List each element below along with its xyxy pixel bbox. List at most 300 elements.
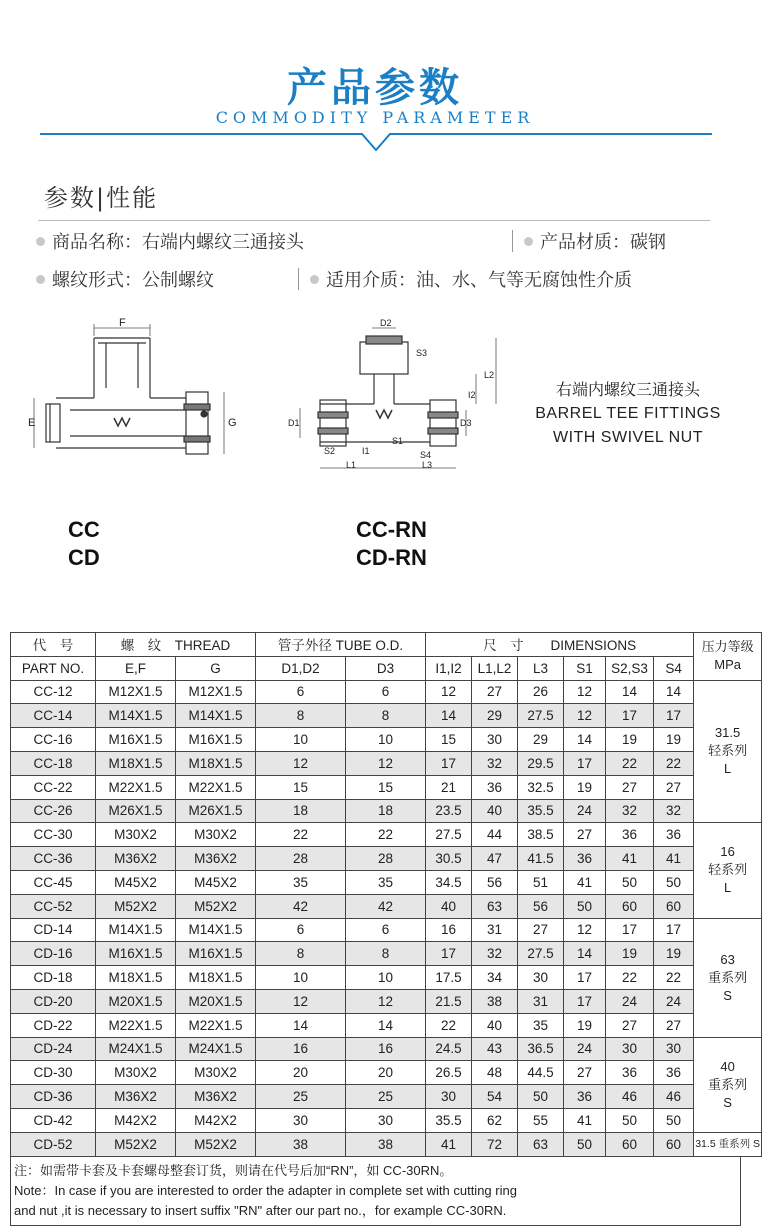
table-cell: CC-22 [11, 775, 96, 799]
table-cell: 62 [472, 1108, 518, 1132]
table-cell: 50 [564, 1132, 606, 1156]
table-cell: 24 [606, 989, 654, 1013]
table-cell: CD-36 [11, 1085, 96, 1109]
table-cell: 36.5 [518, 1037, 564, 1061]
table-cell: 51 [518, 870, 564, 894]
table-cell: 50 [606, 870, 654, 894]
table-cell: CD-24 [11, 1037, 96, 1061]
table-cell: 27.5 [426, 823, 472, 847]
table-row [11, 1108, 762, 1132]
table-cell: 12 [564, 918, 606, 942]
bullet-icon [36, 237, 45, 246]
table-cell: 24 [564, 1037, 606, 1061]
caption-cn: 右端内螺纹三通接头 [555, 380, 700, 399]
table-row [11, 989, 762, 1013]
bullet-icon [524, 237, 533, 246]
table-row [11, 1085, 762, 1109]
table-cell: 12 [426, 680, 472, 704]
table-cell: CD-16 [11, 942, 96, 966]
table-cell: 32.5 [518, 775, 564, 799]
table-row [11, 942, 762, 966]
table-cell: 6 [346, 918, 426, 942]
table-cell: 17 [606, 918, 654, 942]
bullet-icon [310, 275, 319, 284]
table-cell: 40 [426, 894, 472, 918]
table-row [11, 799, 762, 823]
separator [512, 230, 513, 252]
table-cell: M30X2 [176, 1061, 256, 1085]
table-cell: M26X1.5 [96, 799, 176, 823]
table-cell: 35 [346, 870, 426, 894]
table-cell: 18 [346, 799, 426, 823]
table-cell: 41 [606, 847, 654, 871]
table-cell: 8 [256, 942, 346, 966]
table-cell: 12 [564, 680, 606, 704]
dim-label: L2 [484, 370, 495, 380]
table-cell: 27 [654, 1013, 694, 1037]
drawing-caption [518, 378, 738, 450]
table-row [11, 704, 762, 728]
table-cell: 50 [564, 894, 606, 918]
table-cell: 18 [256, 799, 346, 823]
dim-label: I1 [362, 446, 370, 456]
table-cell: CC-30 [11, 823, 96, 847]
table-cell: 31 [472, 918, 518, 942]
table-cell: 17 [564, 751, 606, 775]
table-cell: 29 [472, 704, 518, 728]
table-cell: 14 [256, 1013, 346, 1037]
table-cell: 6 [346, 680, 426, 704]
info-thread-type: 螺纹形式：公制螺纹 [36, 266, 214, 292]
table-cell: 32 [606, 799, 654, 823]
dim-label: I2 [468, 390, 476, 400]
table-cell: M36X2 [176, 847, 256, 871]
table-cell: 60 [654, 894, 694, 918]
table-cell: 14 [564, 728, 606, 752]
table-cell: M22X1.5 [176, 1013, 256, 1037]
section-title: 参数|性能 [44, 184, 159, 212]
table-cell: CC-52 [11, 894, 96, 918]
table-cell: CC-36 [11, 847, 96, 871]
table-row [11, 751, 762, 775]
col-subheader: D1,D2 [256, 656, 346, 680]
table-cell: 8 [346, 942, 426, 966]
table-cell: 22 [606, 751, 654, 775]
table-cell: 19 [564, 1013, 606, 1037]
code-group-right [356, 516, 427, 572]
table-cell: CC-26 [11, 799, 96, 823]
table-cell: CD-30 [11, 1061, 96, 1085]
table-cell: CC-14 [11, 704, 96, 728]
table-cell: CC-18 [11, 751, 96, 775]
pressure-group-cell: 40 重系列 S [694, 1037, 762, 1132]
table-cell: 8 [256, 704, 346, 728]
note-cn: 注：如需带卡套及卡套螺母整套订货，则请在代号后加“RN”，如 CC-30RN。 [14, 1163, 453, 1178]
table-cell: 27 [606, 775, 654, 799]
table-cell: 34 [472, 966, 518, 990]
table-row [11, 1013, 762, 1037]
table-cell: CD-14 [11, 918, 96, 942]
table-cell: 41 [426, 1132, 472, 1156]
table-cell: M24X1.5 [96, 1037, 176, 1061]
table-cell: M45X2 [96, 870, 176, 894]
table-cell: 15 [346, 775, 426, 799]
table-cell: M14X1.5 [176, 704, 256, 728]
dim-label: G [228, 417, 237, 429]
table-cell: 17 [654, 918, 694, 942]
code-cc-rn: CC-RN [356, 517, 427, 542]
table-cell: 50 [654, 870, 694, 894]
col-header: 管子外径 TUBE O.D. [256, 633, 426, 657]
table-cell: 41 [654, 847, 694, 871]
table-cell: 50 [606, 1108, 654, 1132]
table-cell: M18X1.5 [96, 966, 176, 990]
header-divider [0, 0, 750, 160]
table-cell: 72 [472, 1132, 518, 1156]
table-cell: 36 [654, 1061, 694, 1085]
table-cell: 27 [564, 823, 606, 847]
col-subheader: PART NO. [11, 656, 96, 680]
table-cell: 41.5 [518, 847, 564, 871]
table-cell: M30X2 [176, 823, 256, 847]
table-cell: 15 [426, 728, 472, 752]
table-row [11, 680, 762, 704]
table-cell: 26 [518, 680, 564, 704]
table-cell: 14 [606, 680, 654, 704]
table-cell: 28 [346, 847, 426, 871]
table-cell: 17 [654, 704, 694, 728]
table-cell: M52X2 [96, 894, 176, 918]
table-cell: 16 [426, 918, 472, 942]
table-cell: 46 [606, 1085, 654, 1109]
table-cell: 38 [346, 1132, 426, 1156]
col-subheader: I1,I2 [426, 656, 472, 680]
table-row [11, 1061, 762, 1085]
table-cell: 60 [606, 1132, 654, 1156]
table-cell: 24 [564, 799, 606, 823]
table-cell: M42X2 [176, 1108, 256, 1132]
code-cc: CC [68, 517, 100, 542]
tee-fitting-drawing-cc-rn [280, 318, 520, 478]
table-cell: 36 [606, 1061, 654, 1085]
section-divider [38, 220, 710, 221]
table-cell: CC-12 [11, 680, 96, 704]
table-cell: 46 [654, 1085, 694, 1109]
table-cell: 8 [346, 704, 426, 728]
col-subheader: D3 [346, 656, 426, 680]
table-cell: 12 [256, 751, 346, 775]
pressure-group-cell: 16 轻系列 L [694, 823, 762, 918]
table-cell: 32 [472, 751, 518, 775]
table-cell: 30 [654, 1037, 694, 1061]
table-cell: 22 [426, 1013, 472, 1037]
table-cell: 10 [256, 966, 346, 990]
spec-table [10, 632, 762, 1157]
table-cell: 21 [426, 775, 472, 799]
table-row [11, 1132, 762, 1156]
table-row [11, 728, 762, 752]
table-cell: 10 [346, 728, 426, 752]
table-cell: M12X1.5 [176, 680, 256, 704]
info-material: 产品材质：碳钢 [524, 228, 666, 254]
table-cell: M45X2 [176, 870, 256, 894]
table-cell: 42 [346, 894, 426, 918]
dim-label: D1 [288, 418, 300, 428]
table-cell: 14 [426, 704, 472, 728]
table-cell: M24X1.5 [176, 1037, 256, 1061]
table-cell: 44.5 [518, 1061, 564, 1085]
table-cell: 24.5 [426, 1037, 472, 1061]
note-en-line2: and nut ,it is necessary to insert suffix "RN" after our part no.，for example CC-30RN. [14, 1203, 507, 1218]
dim-label: S3 [416, 348, 428, 358]
table-subheader-row [11, 656, 762, 680]
dim-label: L1 [346, 460, 357, 470]
table-cell: 23.5 [426, 799, 472, 823]
page-subtitle: COMMODITY PARAMETER [215, 108, 535, 127]
table-cell: 17 [564, 966, 606, 990]
table-row [11, 775, 762, 799]
table-cell: 30 [346, 1108, 426, 1132]
table-cell: 20 [256, 1061, 346, 1085]
table-cell: 6 [256, 680, 346, 704]
code-cd-rn: CD-RN [356, 545, 427, 570]
table-cell: 38 [256, 1132, 346, 1156]
table-header-row [11, 633, 762, 657]
table-row [11, 847, 762, 871]
table-row [11, 894, 762, 918]
table-cell: 56 [518, 894, 564, 918]
table-row [11, 870, 762, 894]
table-cell: 36 [654, 823, 694, 847]
table-cell: M14X1.5 [96, 918, 176, 942]
table-cell: 19 [606, 942, 654, 966]
table-cell: 19 [654, 942, 694, 966]
table-cell: M20X1.5 [96, 989, 176, 1013]
table-cell: 15 [256, 775, 346, 799]
table-cell: 41 [564, 1108, 606, 1132]
table-cell: 36 [472, 775, 518, 799]
pressure-group-cell: 63 重系列 S [694, 918, 762, 1037]
table-cell: 14 [346, 1013, 426, 1037]
table-cell: 42 [256, 894, 346, 918]
dim-label: S4 [420, 450, 432, 460]
table-cell: 17 [426, 751, 472, 775]
table-cell: 27.5 [518, 942, 564, 966]
col-subheader: S2,S3 [606, 656, 654, 680]
caption-en-line2: WITH SWIVEL NUT [552, 429, 703, 446]
order-note [10, 1157, 741, 1226]
table-row [11, 1037, 762, 1061]
page-title: 产品参数 [287, 65, 463, 111]
table-cell: 10 [346, 966, 426, 990]
table-cell: 19 [606, 728, 654, 752]
table-cell: 32 [472, 942, 518, 966]
table-row [11, 918, 762, 942]
table-cell: 36 [564, 1085, 606, 1109]
table-cell: 30 [518, 966, 564, 990]
dim-label: D3 [460, 418, 472, 428]
col-subheader: E,F [96, 656, 176, 680]
table-cell: CD-18 [11, 966, 96, 990]
dim-label: S1 [392, 436, 404, 446]
table-cell: M52X2 [176, 894, 256, 918]
table-cell: 50 [518, 1085, 564, 1109]
table-cell: 17 [564, 989, 606, 1013]
table-cell: 22 [654, 751, 694, 775]
table-cell: 12 [256, 989, 346, 1013]
table-cell: CD-20 [11, 989, 96, 1013]
table-cell: 12 [564, 704, 606, 728]
table-cell: 48 [472, 1061, 518, 1085]
table-cell: 55 [518, 1108, 564, 1132]
note-en-line1: Note：In case if you are interested to order the adapter in complete set with cutting ring [14, 1183, 517, 1198]
table-cell: M36X2 [96, 847, 176, 871]
table-cell: 60 [654, 1132, 694, 1156]
table-cell: 27 [564, 1061, 606, 1085]
table-cell: 30.5 [426, 847, 472, 871]
table-cell: M22X1.5 [96, 1013, 176, 1037]
table-cell: M18X1.5 [96, 751, 176, 775]
table-cell: M36X2 [176, 1085, 256, 1109]
table-cell: 41 [564, 870, 606, 894]
table-cell: 16 [346, 1037, 426, 1061]
table-cell: M30X2 [96, 1061, 176, 1085]
table-cell: 12 [346, 751, 426, 775]
table-cell: 40 [472, 799, 518, 823]
pressure-last-cell: 31.5 重系列 S [694, 1132, 762, 1156]
table-cell: 36 [564, 847, 606, 871]
bullet-icon [36, 275, 45, 284]
table-cell: 35 [518, 1013, 564, 1037]
table-cell: 30 [472, 728, 518, 752]
table-cell: 22 [346, 823, 426, 847]
table-cell: 38.5 [518, 823, 564, 847]
table-cell: 19 [654, 728, 694, 752]
code-group-left [68, 516, 100, 572]
col-subheader: G [176, 656, 256, 680]
table-cell: 60 [606, 894, 654, 918]
table-cell: CD-52 [11, 1132, 96, 1156]
col-header: 螺 纹 THREAD [96, 633, 256, 657]
table-cell: 14 [654, 680, 694, 704]
table-cell: 27 [518, 918, 564, 942]
table-cell: 27.5 [518, 704, 564, 728]
separator [298, 268, 299, 290]
col-subheader: S4 [654, 656, 694, 680]
table-cell: M18X1.5 [176, 751, 256, 775]
col-header: 代 号 [11, 633, 96, 657]
table-cell: 29 [518, 728, 564, 752]
table-cell: 12 [346, 989, 426, 1013]
table-cell: 17 [426, 942, 472, 966]
col-subheader: L1,L2 [472, 656, 518, 680]
table-cell: 22 [606, 966, 654, 990]
table-cell: M42X2 [96, 1108, 176, 1132]
table-cell: 17 [606, 704, 654, 728]
table-cell: M16X1.5 [176, 942, 256, 966]
info-product-name: 商品名称：右端内螺纹三通接头 [36, 228, 304, 254]
table-cell: 28 [256, 847, 346, 871]
table-cell: 30 [606, 1037, 654, 1061]
table-cell: M22X1.5 [176, 775, 256, 799]
table-cell: 14 [564, 942, 606, 966]
table-cell: 27 [472, 680, 518, 704]
dim-label: D2 [380, 318, 392, 328]
dim-label: S2 [324, 446, 336, 456]
table-cell: 40 [472, 1013, 518, 1037]
table-cell: 17.5 [426, 966, 472, 990]
info-medium: 适用介质：油、水、气等无腐蚀性介质 [310, 266, 632, 292]
table-cell: 29.5 [518, 751, 564, 775]
table-cell: M16X1.5 [176, 728, 256, 752]
table-cell: 44 [472, 823, 518, 847]
table-row [11, 966, 762, 990]
table-cell: 22 [256, 823, 346, 847]
table-cell: 36 [606, 823, 654, 847]
col-header: 尺 寸 DIMENSIONS [426, 633, 694, 657]
table-cell: M20X1.5 [176, 989, 256, 1013]
table-cell: M18X1.5 [176, 966, 256, 990]
table-cell: 38 [472, 989, 518, 1013]
caption-en-line1: BARREL TEE FITTINGS [535, 405, 721, 422]
table-cell: M14X1.5 [176, 918, 256, 942]
table-cell: 6 [256, 918, 346, 942]
col-header-pressure: 压力等级 MPa [694, 633, 762, 681]
table-cell: 30 [256, 1108, 346, 1132]
table-cell: CD-42 [11, 1108, 96, 1132]
table-cell: M16X1.5 [96, 728, 176, 752]
table-cell: 10 [256, 728, 346, 752]
table-cell: M52X2 [176, 1132, 256, 1156]
table-cell: CC-45 [11, 870, 96, 894]
table-cell: 24 [654, 989, 694, 1013]
table-cell: 25 [256, 1085, 346, 1109]
table-cell: M26X1.5 [176, 799, 256, 823]
table-cell: 26.5 [426, 1061, 472, 1085]
code-cd: CD [68, 545, 100, 570]
dim-label: F [119, 317, 126, 329]
table-cell: 63 [472, 894, 518, 918]
table-cell: 47 [472, 847, 518, 871]
table-cell: 43 [472, 1037, 518, 1061]
table-cell: 35.5 [426, 1108, 472, 1132]
table-cell: 19 [564, 775, 606, 799]
table-cell: 16 [256, 1037, 346, 1061]
table-cell: 50 [654, 1108, 694, 1132]
col-subheader: S1 [564, 656, 606, 680]
table-cell: M30X2 [96, 823, 176, 847]
dim-label: L3 [422, 460, 433, 470]
table-cell: CC-16 [11, 728, 96, 752]
table-cell: 35 [256, 870, 346, 894]
col-subheader: L3 [518, 656, 564, 680]
table-cell: 34.5 [426, 870, 472, 894]
table-cell: 21.5 [426, 989, 472, 1013]
table-cell: M52X2 [96, 1132, 176, 1156]
table-cell: CD-22 [11, 1013, 96, 1037]
table-row [11, 823, 762, 847]
table-cell: 22 [654, 966, 694, 990]
table-cell: 25 [346, 1085, 426, 1109]
table-cell: 35.5 [518, 799, 564, 823]
table-cell: 27 [654, 775, 694, 799]
table-cell: M12X1.5 [96, 680, 176, 704]
table-cell: M14X1.5 [96, 704, 176, 728]
table-cell: 27 [606, 1013, 654, 1037]
dim-label: E [28, 417, 36, 429]
table-cell: 32 [654, 799, 694, 823]
tee-fitting-drawing-cc [26, 318, 256, 488]
